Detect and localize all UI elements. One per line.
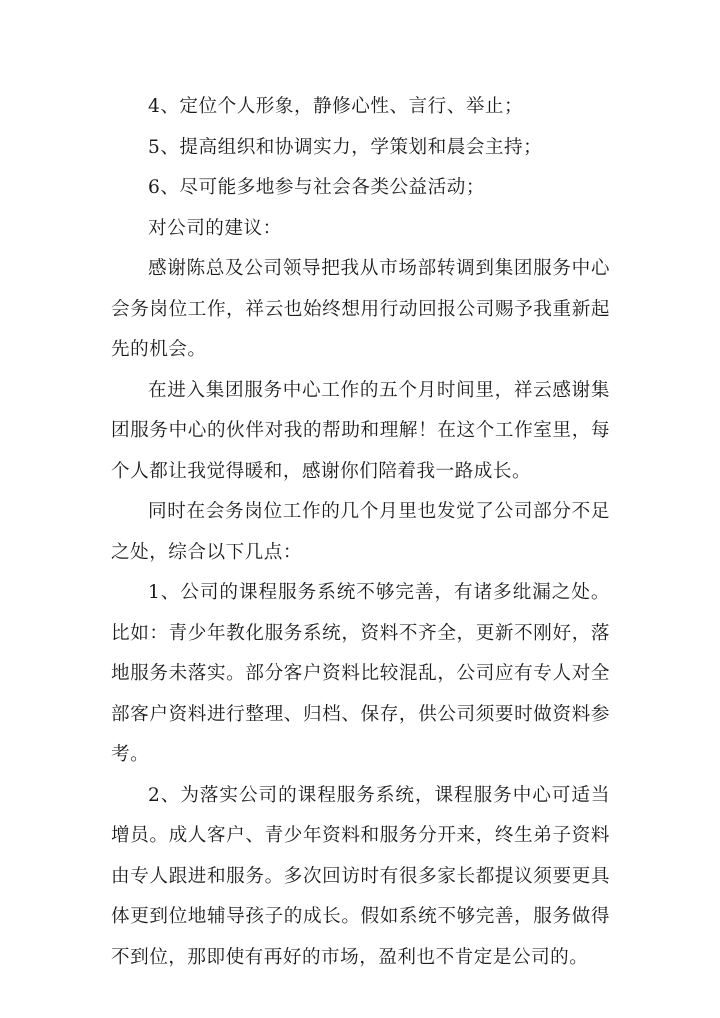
paragraph-thanks: 感谢陈总及公司领导把我从市场部转调到集团服务中心会务岗位工作，祥云也始终想用行动回报公司赐予我重新起先的机会。: [111, 258, 610, 360]
list-item-4: 4、定位个人形象，静修心性、言行、举止；: [148, 96, 524, 117]
suggestion-item-1: 1、公司的课程服务系统不够完善，有诸多纰漏之处。比如：青少年教化服务系统，资料不齐全，更新不刚好，落地服务未落实。部分客户资料比较混乱，公司应有专人对全部客户资料进行整理、归档、保存，供公司须要时做资料参考。: [111, 582, 610, 765]
list-item-6: 6、尽可能多地参与社会各类公益活动；: [148, 177, 485, 198]
section-heading: 对公司的建议：: [148, 217, 282, 239]
paragraph-shortcomings: 同时在会务岗位工作的几个月里也发觉了公司部分不足之处，综合以下几点：: [111, 501, 610, 563]
body-text: [111, 87, 610, 978]
paragraph-five-months: 在进入集团服务中心工作的五个月时间里，祥云感谢集团服务中心的伙伴对我的帮助和理解！在这个工作室里，每个人都让我觉得暖和，感谢你们陪着我一路成长。: [111, 379, 610, 482]
list-item-5: 5、提高组织和协调实力，学策划和晨会主持；: [148, 136, 543, 158]
suggestion-item-2: 2、为落实公司的课程服务系统，课程服务中心可适当增员。成人客户、青少年资料和服务分开来，终生弟子资料由专人跟进和服务。多次回访时有很多家长都提议须要更具体更到位地辅导孩子的成长。假如系统不够完善，服务做得不到位，那即使有再好的市场，盈利也不肯定是公司的。: [111, 784, 610, 968]
